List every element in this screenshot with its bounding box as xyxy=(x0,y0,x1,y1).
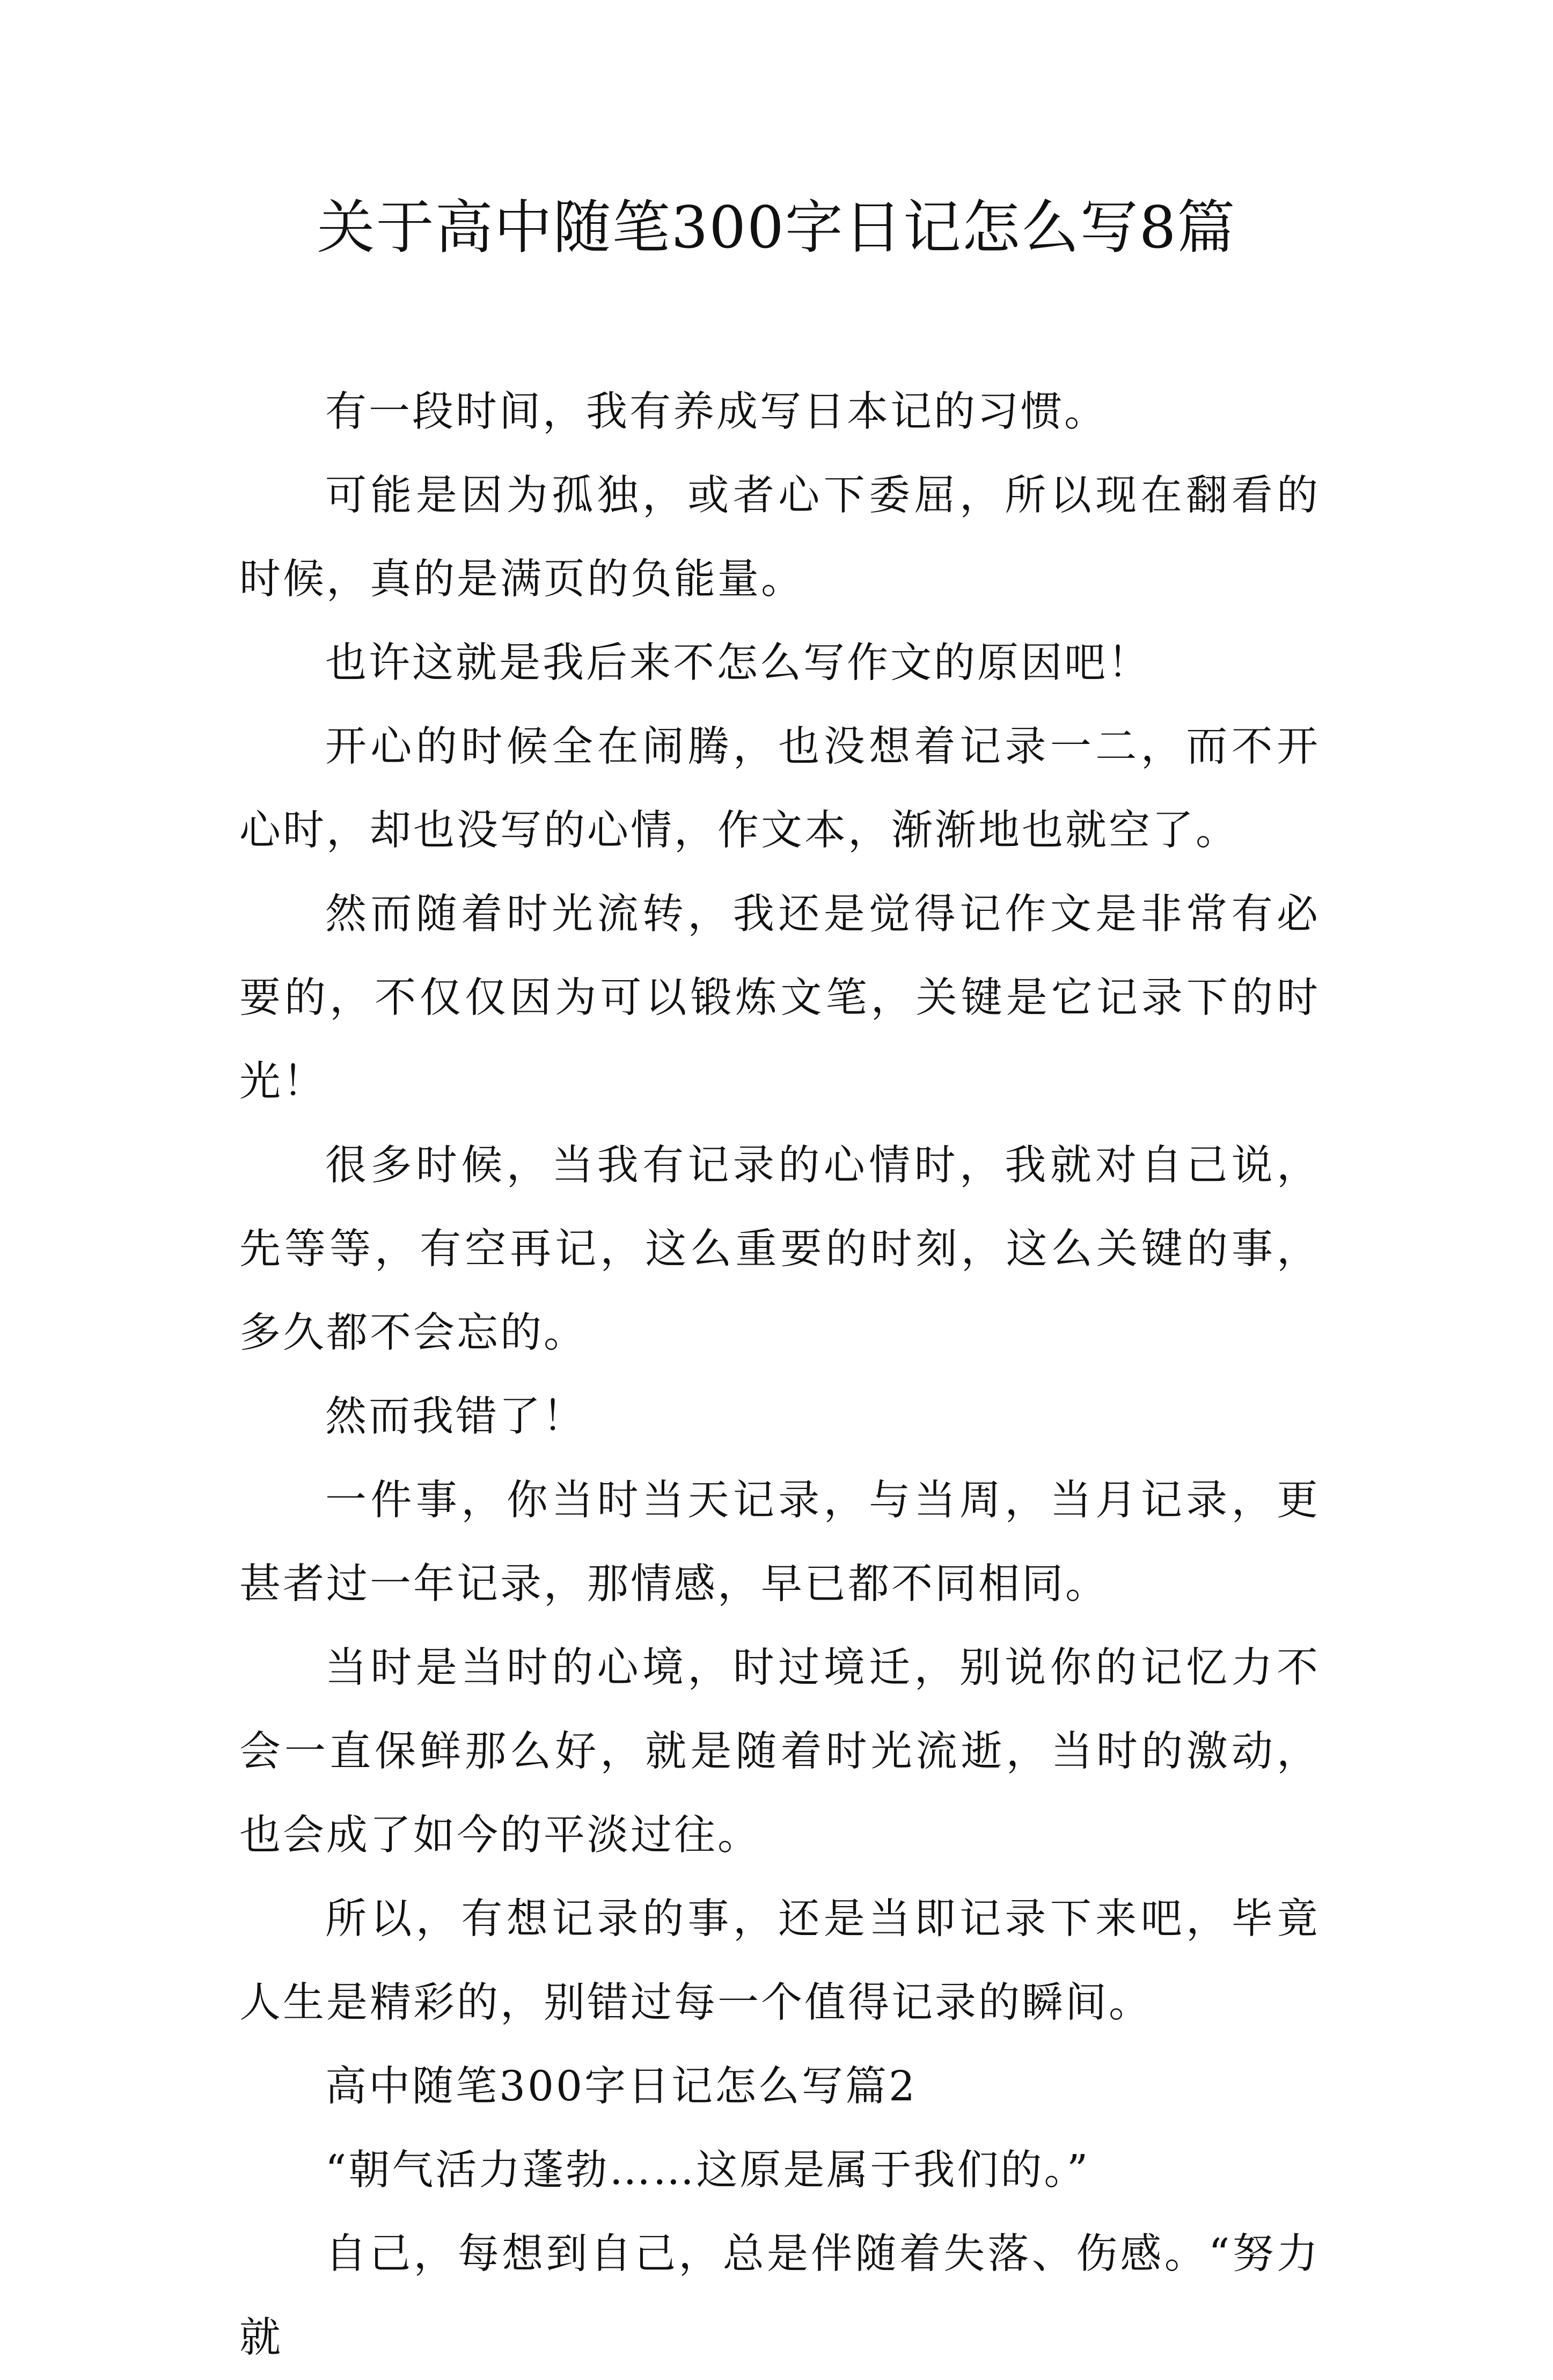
paragraph: “朝气活力蓬勃……这原是属于我们的。” xyxy=(325,2147,1090,2194)
paragraph: 当时是当时的心境，时过境迁，别说你的记忆力不会一直保鲜那么好，就是随着时光流逝，当时的激动，也会成了如今的平淡过往。 xyxy=(239,1644,1320,1859)
paragraph: 也许这就是我后来不怎么写作文的原因吧！ xyxy=(325,639,1151,687)
paragraph: 所以，有想记录的事，还是当即记录下来吧，毕竟人生是精彩的，别错过每一个值得记录的瞬间。 xyxy=(239,1895,1320,2027)
paragraph: 自己，每想到自己，总是伴随着失落、伤感。“努力就 xyxy=(239,2230,1320,2362)
section-heading: 高中随笔300字日记怎么写篇2 xyxy=(325,2063,917,2111)
paragraph: 很多时候，当我有记录的心情时，我就对自己说，先等等，有空再记，这么重要的时刻，这么关键的事，多久都不会忘的。 xyxy=(239,1142,1320,1357)
paragraph: 开心的时候全在闹腾，也没想着记录一二，而不开心时，却也没写的心情，作文本，渐渐地也就空了。 xyxy=(239,723,1320,855)
paragraph: 一件事，你当时当天记录，与当周，当月记录，更甚者过一年记录，那情感，早已都不同相同。 xyxy=(239,1477,1320,1608)
paragraph: 然而我错了！ xyxy=(325,1393,586,1441)
paragraph: 然而随着时光流转，我还是觉得记作文是非常有必要的，不仅仅因为可以锻炼文笔，关键是它记录下的时光！ xyxy=(239,890,1320,1106)
paragraph: 可能是因为孤独，或者心下委屈，所以现在翻看的时候，真的是满页的负能量。 xyxy=(239,472,1320,603)
document-body xyxy=(239,370,1320,2380)
paragraph: 有一段时间，我有养成写日本记的习惯。 xyxy=(325,388,1108,436)
document-title: 关于高中随笔300字日记怎么写8篇 xyxy=(317,194,1236,261)
